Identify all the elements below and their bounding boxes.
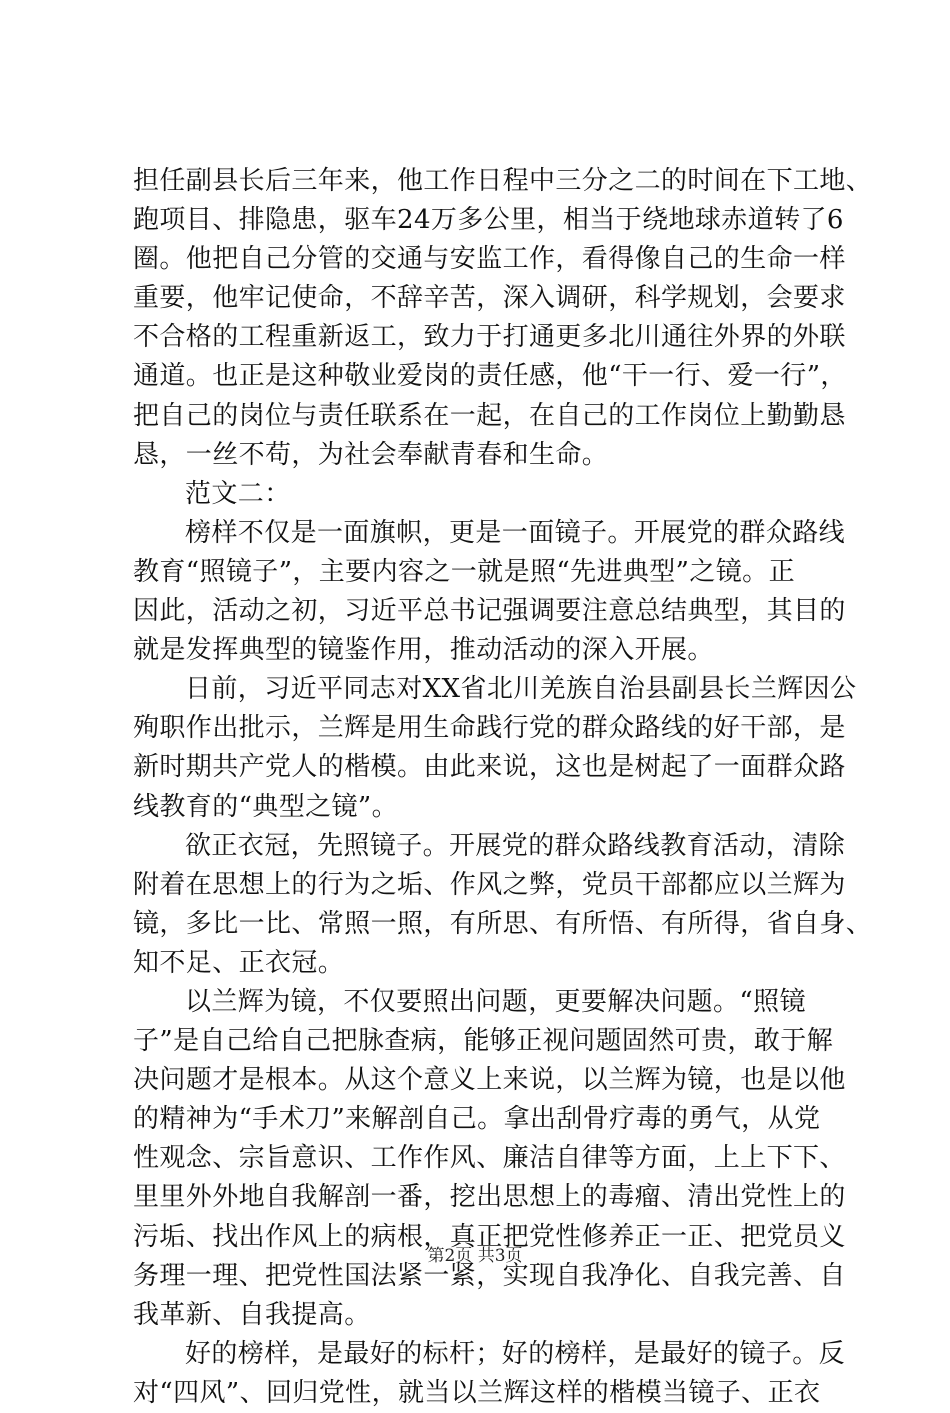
text-line: 镜，多比一比、常照一照，有所思、有所悟、有所得，省自身、	[133, 908, 873, 939]
text-line: 线教育的“典型之镜”。	[133, 791, 398, 822]
text-line: 通道。也正是这种敬业爱岗的责任感，他“干一行、爱一行”，	[133, 361, 847, 392]
text-line: 重要，他牢记使命，不辞辛苦，深入调研，科学规划，会要求	[133, 283, 846, 314]
text-line: 就是发挥典型的镜鉴作用，推动活动的深入开展。	[133, 635, 714, 666]
text-line: 不合格的工程重新返工，致力于打通更多北川通往外界的外联	[133, 322, 846, 353]
text-line: 对“四风”、回归党性，就当以兰辉这样的楷模当镜子、正衣	[133, 1377, 821, 1408]
text-line: 教育“照镜子”，主要内容之一就是照“先进典型”之镜。正	[133, 556, 795, 587]
text-line: 恳，一丝不苟，为社会奉献青春和生命。	[133, 439, 609, 470]
text-line: 里里外外地自我解剖一番，挖出思想上的毒瘤、清出党性上的	[133, 1182, 846, 1213]
paragraph-start-line: 好的榜样，是最好的标杆；好的榜样，是最好的镜子。反	[185, 1338, 846, 1369]
text-line: 跑项目、排隐患，驱车24万多公里，相当于绕地球赤道转了6	[133, 205, 844, 236]
text-line: 污垢、找出作风上的病根，真正把党性修养正一正、把党员义	[133, 1221, 846, 1252]
page-number-footer: 第2页 共3页	[427, 1246, 523, 1266]
text-line: 把自己的岗位与责任联系在一起，在自己的工作岗位上勤勤恳	[133, 400, 846, 431]
document-body	[133, 162, 873, 1413]
paragraph-start-line: 榜样不仅是一面旗帜，更是一面镜子。开展党的群众路线	[185, 517, 846, 548]
section-heading: 范文二：	[185, 478, 291, 509]
text-line: 务理一理、把党性国法紧一紧，实现自我净化、自我完善、自	[133, 1260, 846, 1291]
text-line: 决问题才是根本。从这个意义上来说，以兰辉为镜，也是以他	[133, 1065, 846, 1096]
text-line: 殉职作出批示，兰辉是用生命践行党的群众路线的好干部，是	[133, 713, 846, 744]
text-line: 附着在思想上的行为之垢、作风之弊，党员干部都应以兰辉为	[133, 869, 846, 900]
text-line: 担任副县长后三年来，他工作日程中三分之二的时间在下工地、	[133, 166, 873, 196]
text-line: 的精神为“手术刀”来解剖自己。拿出刮骨疗毒的勇气，从党	[133, 1104, 821, 1135]
text-line: 圈。他把自己分管的交通与安监工作，看得像自己的生命一样	[133, 244, 846, 275]
text-line: 性观念、宗旨意识、工作作风、廉洁自律等方面，上上下下、	[133, 1143, 846, 1174]
paragraph-start-line: 以兰辉为镜，不仅要照出问题，更要解决问题。“照镜	[185, 986, 806, 1017]
paragraph-start-line: 日前，习近平同志对XX省北川羌族自治县副县长兰辉因公	[185, 674, 857, 705]
text-line: 因此，活动之初，习近平总书记强调要注意总结典型，其目的	[133, 596, 846, 627]
text-line: 新时期共产党人的楷模。由此来说，这也是树起了一面群众路	[133, 752, 846, 783]
text-line: 知不足、正衣冠。	[133, 947, 345, 978]
text-line: 子”是自己给自己把脉查病，能够正视问题固然可贵，敢于解	[133, 1026, 834, 1057]
paragraph-start-line: 欲正衣冠，先照镜子。开展党的群众路线教育活动，清除	[185, 830, 846, 861]
text-line: 我革新、自我提高。	[133, 1299, 371, 1330]
